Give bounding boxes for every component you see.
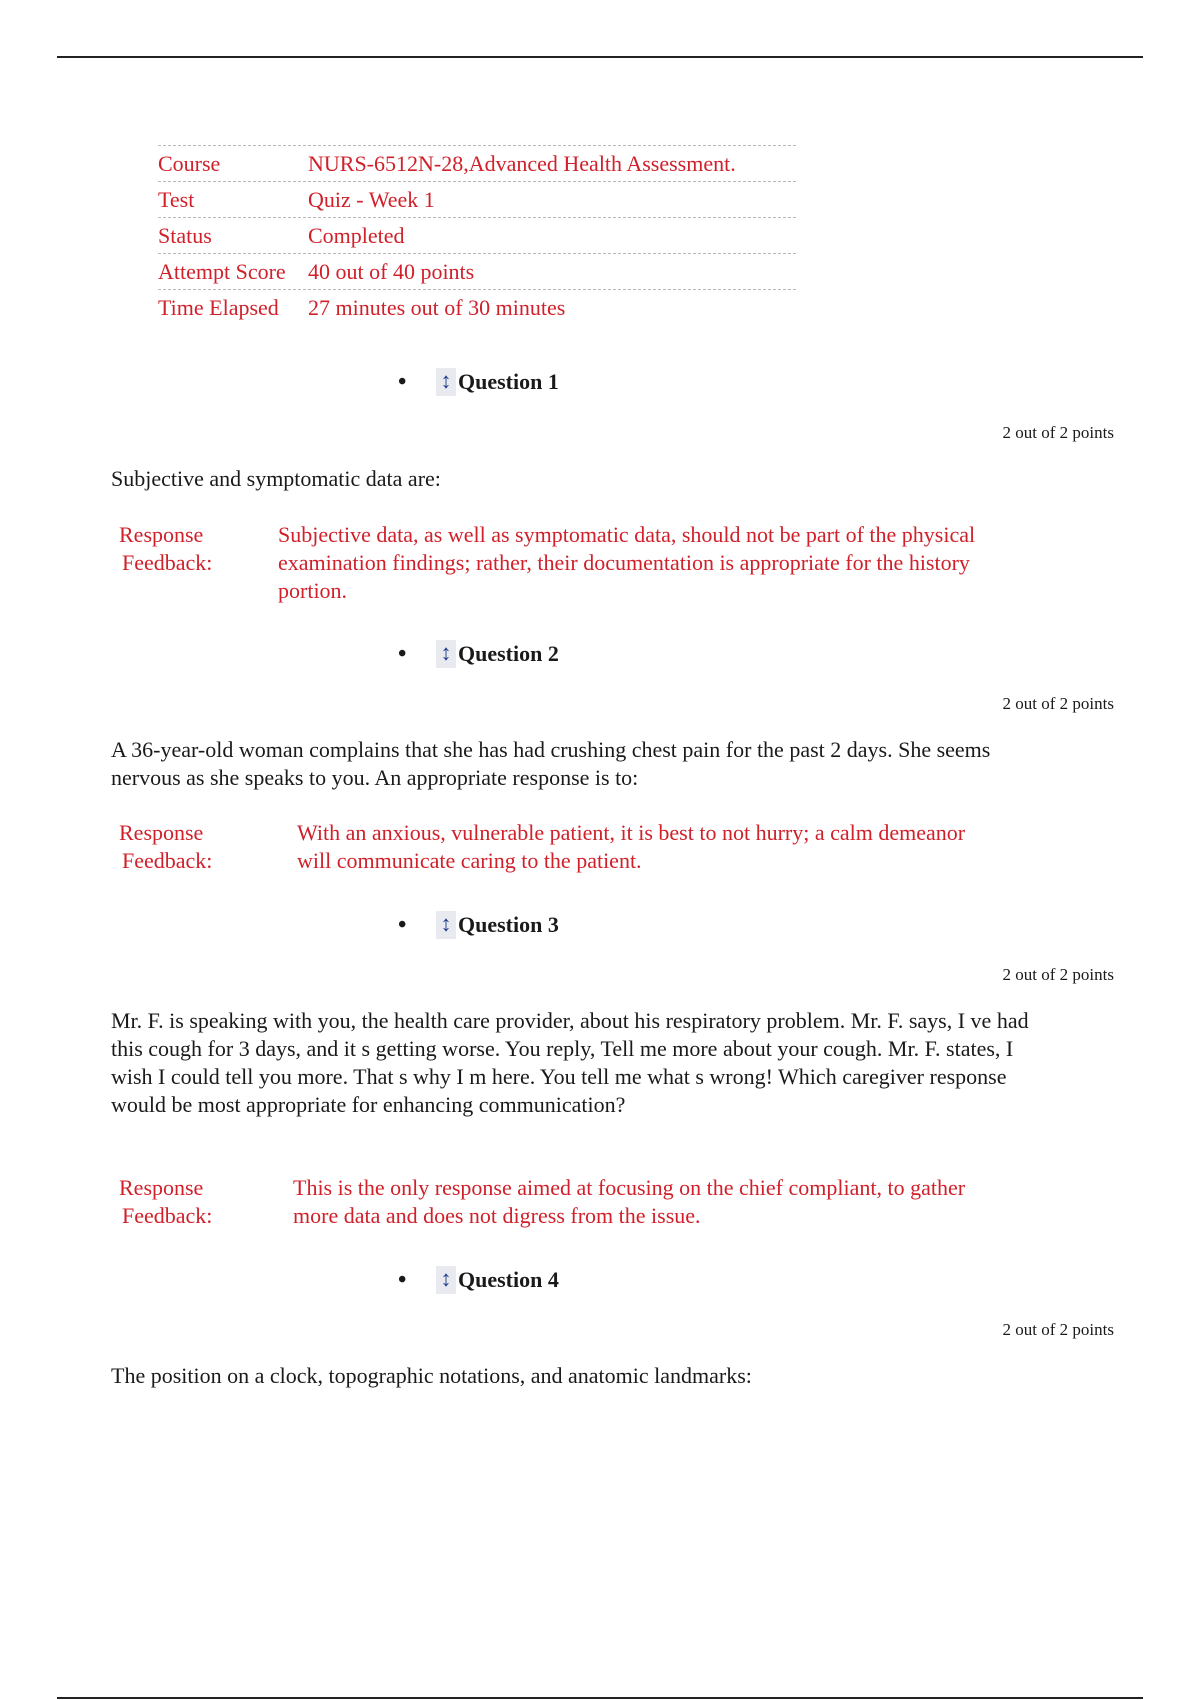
status-value: Completed xyxy=(308,222,405,248)
question-4-text: The position on a clock, topographic notations, and anatomic landmarks: xyxy=(111,1363,752,1388)
status-label: Status xyxy=(158,222,212,248)
question-4-points: 2 out of 2 points xyxy=(1002,1320,1114,1339)
question-4-title: Question 4 xyxy=(458,1267,559,1292)
course-label: Course xyxy=(158,150,221,176)
info-row-test xyxy=(158,182,796,218)
drag-handle-icon[interactable]: ↕ xyxy=(436,640,456,668)
question-2-feedback: With an anxious, vulnerable patient, it is best to not hurry; a calm demeanor will communicate caring to the patient. xyxy=(297,820,966,873)
course-value: NURS-6512N-28,Advanced Health Assessment. xyxy=(308,150,736,176)
question-3-points: 2 out of 2 points xyxy=(1002,965,1114,984)
time-value: 27 minutes out of 30 minutes xyxy=(308,294,566,320)
info-row-status xyxy=(158,218,796,254)
test-info-table xyxy=(158,145,796,325)
score-value: 40 out of 40 points xyxy=(308,258,475,284)
question-3-feedback: This is the only response aimed at focusing on the chief compliant, to gather more data and does not digress from the issue. xyxy=(293,1175,966,1228)
question-4-header xyxy=(398,1266,559,1294)
test-value: Quiz - Week 1 xyxy=(308,186,435,212)
bullet-icon: • xyxy=(398,1266,407,1293)
score-label: Attempt Score xyxy=(158,258,286,284)
test-label: Test xyxy=(158,186,195,212)
top-rule xyxy=(57,56,1143,58)
question-1-feedback-label: Response Feedback: xyxy=(119,522,213,575)
question-1-title: Question 1 xyxy=(458,369,559,394)
question-2-header xyxy=(398,640,559,668)
drag-handle-icon[interactable]: ↕ xyxy=(436,1266,456,1294)
question-3-header xyxy=(398,911,559,939)
info-row-time xyxy=(158,290,796,325)
bullet-icon: • xyxy=(398,911,407,938)
info-row-score xyxy=(158,254,796,290)
question-2-points: 2 out of 2 points xyxy=(1002,694,1114,713)
question-2-text: A 36-year-old woman complains that she has had crushing chest pain for the past 2 days. She seems nervous as she speaks to you. An appropriate response is to: xyxy=(111,737,991,790)
info-row-course xyxy=(158,146,796,182)
drag-handle-icon[interactable]: ↕ xyxy=(436,368,456,396)
question-3-text: Mr. F. is speaking with you, the health care provider, about his respiratory problem. Mr. F. says, I ve had this cough for 3 days, and it s getting worse. You reply, Tell me more about your cough. Mr. F. states, I wish I could tell you more. That s why I m here. You tell me what s wrong! Which caregiver response would be most appropriate for enhancing communication? xyxy=(111,1008,1029,1117)
question-2-title: Question 2 xyxy=(458,641,559,666)
bottom-rule xyxy=(57,1697,1143,1699)
bullet-icon: • xyxy=(398,640,407,667)
question-1-text: Subjective and symptomatic data are: xyxy=(111,466,441,491)
bullet-icon: • xyxy=(398,368,407,395)
time-label: Time Elapsed xyxy=(158,294,279,320)
question-3-title: Question 3 xyxy=(458,912,559,937)
question-1-header xyxy=(398,368,559,396)
drag-handle-icon[interactable]: ↕ xyxy=(436,911,456,939)
question-1-feedback: Subjective data, as well as symptomatic data, should not be part of the physical examination findings; rather, their documentation is appropriate for the history portion. xyxy=(278,522,976,603)
question-3-feedback-label: Response Feedback: xyxy=(119,1175,213,1228)
question-2-feedback-label: Response Feedback: xyxy=(119,820,213,873)
question-1-points: 2 out of 2 points xyxy=(1002,423,1114,442)
